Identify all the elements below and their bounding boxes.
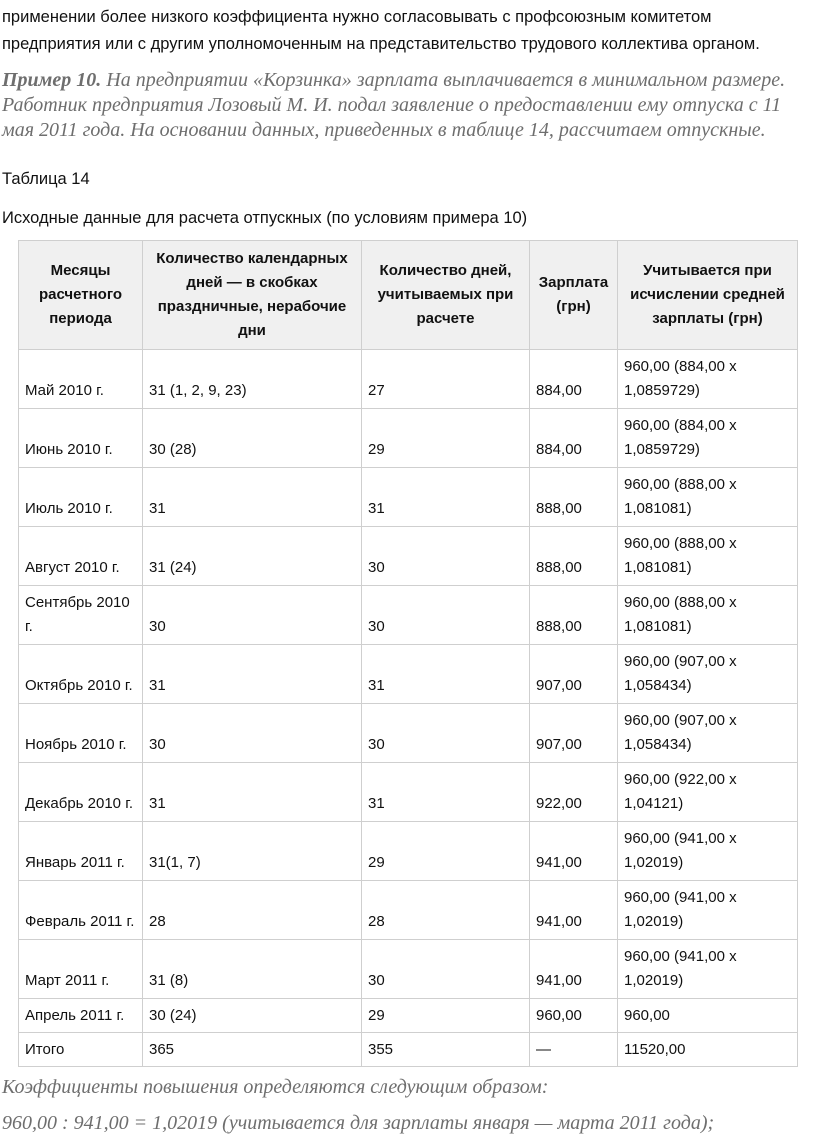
cell-counted-salary: 960,00 [618, 999, 798, 1033]
cell-calendar-days: 31 (24) [143, 527, 362, 586]
cell-month: Октябрь 2010 г. [19, 645, 143, 704]
cell-total-counted-days: 355 [362, 1033, 530, 1067]
cell-salary: 941,00 [530, 822, 618, 881]
table-row [19, 527, 798, 586]
cell-calendar-days: 31 [143, 468, 362, 527]
cell-month: Май 2010 г. [19, 350, 143, 409]
header-salary: Зарплата (грн) [530, 241, 618, 350]
header-counted-salary: Учитывается при исчислении средней зарплаты (грн) [618, 241, 798, 350]
cell-month: Июль 2010 г. [19, 468, 143, 527]
table-row [19, 881, 798, 940]
table-row [19, 645, 798, 704]
cell-counted-salary: 960,00 (888,00 х 1,081081) [618, 586, 798, 645]
intro-paragraph [2, 4, 814, 58]
cell-calendar-days: 31 (8) [143, 940, 362, 999]
cell-counted-days: 30 [362, 586, 530, 645]
table-title: Исходные данные для расчета отпускных (по условиям примера 10) [2, 209, 528, 227]
table-row [19, 704, 798, 763]
cell-month: Январь 2011 г. [19, 822, 143, 881]
cell-calendar-days: 31 (1, 2, 9, 23) [143, 350, 362, 409]
cell-counted-salary: 960,00 (907,00 х 1,058434) [618, 704, 798, 763]
cell-counted-salary: 960,00 (884,00 х 1,0859729) [618, 409, 798, 468]
cell-calendar-days: 30 [143, 586, 362, 645]
example-text: На предприятии «Корзинка» зарплата выплачивается в минимальном размере. Работник предприятия Лозовый М. И. подал заявление о предоставлении ему отпуска с 11 мая 2011 года. На основании данных, приведенных в таблице 14, рассчитаем отпускные. [2, 69, 786, 141]
table-row [19, 763, 798, 822]
cell-salary: 884,00 [530, 409, 618, 468]
cell-month: Июнь 2010 г. [19, 409, 143, 468]
cell-counted-days: 29 [362, 999, 530, 1033]
cell-month: Декабрь 2010 г. [19, 763, 143, 822]
cell-salary: 888,00 [530, 527, 618, 586]
cell-calendar-days: 31 [143, 763, 362, 822]
cell-calendar-days: 31 [143, 645, 362, 704]
cell-month: Апрель 2011 г. [19, 999, 143, 1033]
intro-line-2: предприятия или с другим уполномоченным на представительство трудового коллектива органом. [2, 35, 760, 53]
intro-line-1: применении более низкого коэффициента нужно согласовывать с профсоюзным комитетом [2, 8, 712, 26]
cell-counted-days: 31 [362, 763, 530, 822]
cell-salary: 941,00 [530, 940, 618, 999]
cell-month: Сентябрь 2010 г. [19, 586, 143, 645]
table-number: Таблица 14 [2, 170, 90, 188]
cell-counted-days: 29 [362, 409, 530, 468]
cell-total-salary: — [530, 1033, 618, 1067]
cell-calendar-days: 30 (24) [143, 999, 362, 1033]
cell-counted-salary: 960,00 (888,00 х 1,081081) [618, 468, 798, 527]
cell-counted-salary: 960,00 (922,00 х 1,04121) [618, 763, 798, 822]
coefficient-formula: 960,00 : 941,00 = 1,02019 (учитывается для зарплаты января — марта 2011 года); [2, 1112, 715, 1134]
cell-calendar-days: 28 [143, 881, 362, 940]
cell-salary: 907,00 [530, 645, 618, 704]
cell-counted-salary: 960,00 (888,00 х 1,081081) [618, 527, 798, 586]
cell-salary: 888,00 [530, 468, 618, 527]
cell-calendar-days: 31(1, 7) [143, 822, 362, 881]
table-row [19, 940, 798, 999]
cell-counted-salary: 960,00 (941,00 х 1,02019) [618, 940, 798, 999]
coefficients-intro: Коэффициенты повышения определяются следующим образом: [2, 1076, 549, 1098]
cell-total-counted-salary: 11520,00 [618, 1033, 798, 1067]
cell-counted-salary: 960,00 (907,00 х 1,058434) [618, 645, 798, 704]
cell-total-calendar-days: 365 [143, 1033, 362, 1067]
cell-total-label: Итого [19, 1033, 143, 1067]
table-row [19, 999, 798, 1033]
cell-counted-salary: 960,00 (941,00 х 1,02019) [618, 881, 798, 940]
total-row [19, 1033, 798, 1067]
vacation-data-table [18, 240, 798, 1067]
table-row [19, 586, 798, 645]
header-counted-days: Количество дней, учитываемых при расчете [362, 241, 530, 350]
example-paragraph [2, 68, 816, 143]
cell-month: Август 2010 г. [19, 527, 143, 586]
cell-counted-days: 27 [362, 350, 530, 409]
cell-counted-days: 31 [362, 645, 530, 704]
cell-calendar-days: 30 (28) [143, 409, 362, 468]
cell-month: Март 2011 г. [19, 940, 143, 999]
cell-counted-days: 30 [362, 940, 530, 999]
cell-salary: 960,00 [530, 999, 618, 1033]
cell-salary: 907,00 [530, 704, 618, 763]
cell-salary: 941,00 [530, 881, 618, 940]
cell-counted-salary: 960,00 (941,00 х 1,02019) [618, 822, 798, 881]
cell-counted-days: 29 [362, 822, 530, 881]
example-label: Пример 10. [2, 69, 102, 91]
cell-month: Февраль 2011 г. [19, 881, 143, 940]
cell-salary: 884,00 [530, 350, 618, 409]
cell-calendar-days: 30 [143, 704, 362, 763]
table-row [19, 468, 798, 527]
cell-counted-days: 30 [362, 527, 530, 586]
table-row [19, 409, 798, 468]
cell-month: Ноябрь 2010 г. [19, 704, 143, 763]
cell-counted-days: 30 [362, 704, 530, 763]
header-calendar-days: Количество календарных дней — в скобках праздничные, нерабочие дни [143, 241, 362, 350]
table-row [19, 350, 798, 409]
cell-salary: 922,00 [530, 763, 618, 822]
table-header-row [19, 241, 798, 350]
cell-counted-days: 28 [362, 881, 530, 940]
cell-counted-days: 31 [362, 468, 530, 527]
table-row [19, 822, 798, 881]
cell-salary: 888,00 [530, 586, 618, 645]
cell-counted-salary: 960,00 (884,00 х 1,0859729) [618, 350, 798, 409]
header-months: Месяцы расчетного периода [19, 241, 143, 350]
